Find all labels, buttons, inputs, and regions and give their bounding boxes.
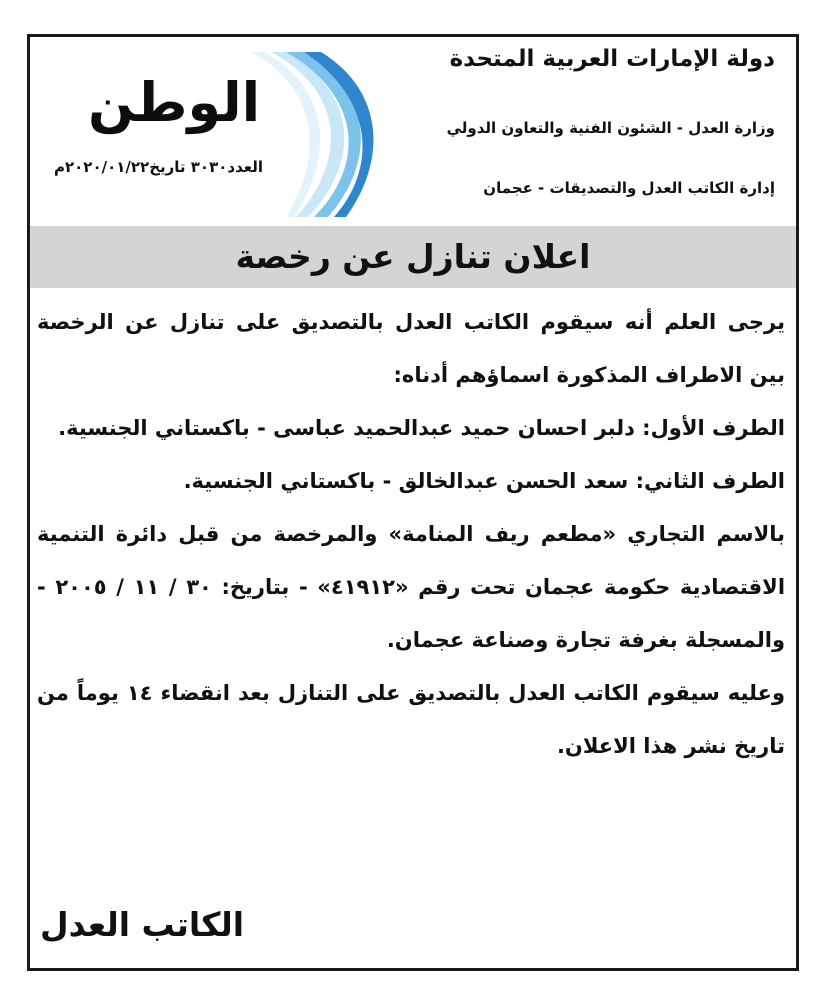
- signature: الكاتب العدل: [40, 905, 245, 944]
- paragraph-closing: وعليه سيقوم الكاتب العدل بالتصديق على التنازل بعد انقضاء ١٤ يوماً من تاريخ نشر هذا الاعلان.: [37, 681, 785, 758]
- paragraph-first-party: الطرف الأول: دلبر احسان حميد عبدالحميد عباسى - باكستاني الجنسية.: [58, 416, 785, 440]
- country-heading: دولة الإمارات العربية المتحدة: [449, 46, 775, 72]
- newspaper-name: الوطن: [88, 71, 261, 134]
- ministry-line: وزارة العدل - الشئون الفنية والتعاون الدولي: [446, 119, 775, 137]
- paragraph-intro: يرجى العلم أنه سيقوم الكاتب العدل بالتصديق على تنازل عن الرخصة بين الاطراف المذكورة اسماؤهم أدناه:: [37, 310, 785, 387]
- department-line: إدارة الكاتب العدل والتصديقات - عجمان: [483, 179, 775, 197]
- issue-date-line: العدد٣٠٣٠ تاريخ٢٠٢٠/٠١/٢٢م: [54, 158, 264, 176]
- notice-body: [37, 296, 785, 773]
- notice-title: اعلان تنازل عن رخصة: [235, 237, 591, 276]
- paragraph-trade-name: بالاسم التجاري «مطعم ريف المنامة» والمرخصة من قبل دائرة التنمية الاقتصادية حكومة عجمان تحت رقم «٤١٩١٢» - بتاريخ: ٣٠ / ١١ / ٢٠٠٥ - والمسجلة بغرفة تجارة وصناعة عجمان.: [37, 522, 786, 652]
- paragraph-second-party: الطرف الثاني: سعد الحسن عبدالخالق - باكستاني الجنسية.: [183, 469, 785, 493]
